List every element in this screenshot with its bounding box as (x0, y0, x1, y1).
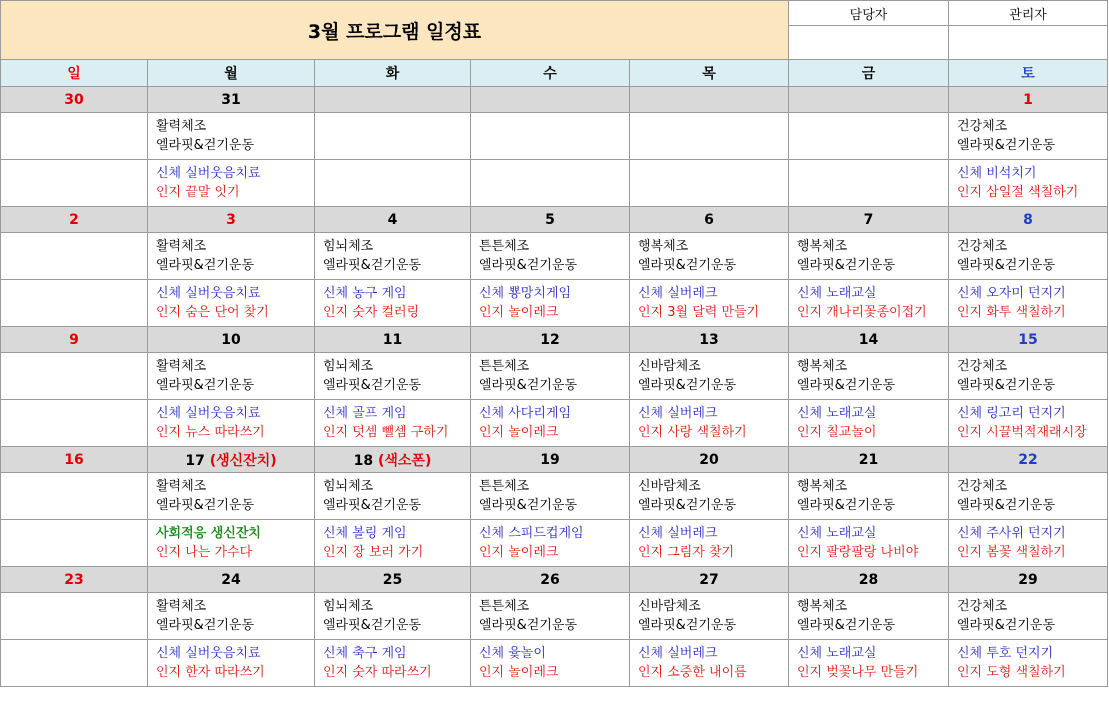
date-cell (789, 447, 949, 473)
date-cell (315, 87, 471, 113)
date-number: 27 (699, 571, 719, 588)
date-cell (315, 447, 471, 473)
physical-activity: 신체 실버레크 (638, 406, 718, 421)
cognitive-activity: 인지 개나리꽃종이접기 (797, 305, 927, 320)
cognitive-activity: 인지 한자 따라쓰기 (156, 665, 265, 680)
date-number: 15 (1018, 331, 1038, 348)
week-program-row (1, 113, 1108, 160)
activity-cell (471, 400, 630, 447)
activity-cell (1, 640, 148, 687)
exercise-name: 튼튼체조 (479, 599, 530, 614)
exercise-detail: 엘라핏&걷기운동 (797, 618, 896, 633)
manager-sign-box[interactable] (789, 26, 949, 60)
date-number: 26 (540, 571, 560, 588)
program-cell (789, 233, 949, 280)
exercise-name: 신바람체조 (638, 479, 701, 494)
program-cell (471, 113, 630, 160)
activity-cell (1, 400, 148, 447)
program-cell (630, 113, 789, 160)
exercise-name: 활력체조 (156, 119, 207, 134)
activity-cell (949, 520, 1108, 567)
weekday-sun: 일 (1, 60, 148, 87)
activity-cell (630, 520, 789, 567)
date-cell (949, 87, 1108, 113)
date-number: 8 (1023, 211, 1033, 228)
exercise-detail: 엘라핏&걷기운동 (323, 258, 422, 273)
exercise-name: 힘뇌체조 (323, 479, 374, 494)
program-cell (471, 593, 630, 640)
date-number: 28 (858, 571, 879, 588)
exercise-name: 튼튼체조 (479, 359, 530, 374)
date-number: 18 (353, 452, 374, 469)
exercise-name: 건강체조 (957, 479, 1008, 494)
exercise-name: 신바람체조 (638, 599, 701, 614)
program-cell (1, 233, 148, 280)
activity-cell (315, 400, 471, 447)
activity-cell (1, 520, 148, 567)
program-cell (630, 233, 789, 280)
cognitive-activity: 인지 화투 색칠하기 (957, 305, 1066, 320)
event-label: (색소폰) (377, 452, 432, 469)
page-title: 3월 프로그램 일정표 (1, 1, 789, 60)
program-cell (1, 593, 148, 640)
date-cell (789, 567, 949, 593)
date-cell (789, 87, 949, 113)
program-cell (148, 113, 315, 160)
cognitive-activity: 인지 그림자 찾기 (638, 545, 735, 560)
date-cell (789, 327, 949, 353)
date-cell (630, 567, 789, 593)
physical-activity: 신체 실버레크 (638, 526, 718, 541)
date-cell (315, 207, 471, 233)
cognitive-activity: 인지 장 보러 가기 (323, 545, 424, 560)
exercise-detail: 엘라핏&걷기운동 (957, 258, 1056, 273)
date-cell (148, 87, 315, 113)
cognitive-activity: 인지 소중한 내이름 (638, 665, 747, 680)
physical-activity: 신체 링고리 던지기 (957, 406, 1066, 421)
activity-cell (789, 160, 949, 207)
program-cell (789, 353, 949, 400)
exercise-name: 행복체조 (797, 359, 848, 374)
date-cell (789, 207, 949, 233)
physical-activity: 신체 노래교실 (797, 526, 877, 541)
date-cell (471, 207, 630, 233)
physical-activity: 신체 주사위 던지기 (957, 526, 1066, 541)
activity-cell (1, 160, 148, 207)
exercise-detail: 엘라핏&걷기운동 (156, 498, 255, 513)
date-number: 22 (1018, 451, 1038, 468)
exercise-detail: 엘라핏&걷기운동 (156, 618, 255, 633)
date-cell (630, 447, 789, 473)
exercise-detail: 엘라핏&걷기운동 (638, 498, 737, 513)
activity-cell (949, 640, 1108, 687)
activity-cell (148, 160, 315, 207)
date-number: 5 (545, 211, 555, 228)
exercise-name: 활력체조 (156, 599, 207, 614)
exercise-detail: 엘라핏&걷기운동 (797, 378, 896, 393)
program-cell (789, 473, 949, 520)
date-cell (315, 567, 471, 593)
exercise-name: 힘뇌체조 (323, 239, 374, 254)
exercise-detail: 엘라핏&걷기운동 (957, 498, 1056, 513)
week-date-row (1, 327, 1108, 353)
exercise-name: 건강체조 (957, 119, 1008, 134)
exercise-detail: 엘라핏&걷기운동 (156, 378, 255, 393)
date-number: 9 (69, 331, 79, 348)
exercise-name: 힘뇌체조 (323, 599, 374, 614)
cognitive-activity: 인지 숫자 따라쓰기 (323, 665, 432, 680)
program-cell (1, 473, 148, 520)
physical-activity: 신체 투호 던지기 (957, 646, 1054, 661)
event-label: (생신잔치) (209, 452, 277, 469)
program-cell (949, 233, 1108, 280)
exercise-name: 건강체조 (957, 239, 1008, 254)
exercise-detail: 엘라핏&걷기운동 (797, 498, 896, 513)
program-cell (630, 353, 789, 400)
cognitive-activity: 인지 칠교놀이 (797, 425, 877, 440)
activity-cell (949, 400, 1108, 447)
physical-activity: 신체 노래교실 (797, 646, 877, 661)
week-program-row (1, 473, 1108, 520)
admin-sign-box[interactable] (949, 26, 1108, 60)
date-number: 3 (226, 211, 236, 228)
program-cell (471, 353, 630, 400)
program-cell (1, 353, 148, 400)
exercise-detail: 엘라핏&걷기운동 (957, 138, 1056, 153)
date-cell (471, 327, 630, 353)
activity-cell (789, 640, 949, 687)
physical-activity: 신체 실버레크 (638, 286, 718, 301)
exercise-detail: 엘라핏&걷기운동 (479, 378, 578, 393)
cognitive-activity: 인지 덧셈 뺄셈 구하기 (323, 425, 449, 440)
date-number: 21 (858, 451, 879, 468)
physical-activity: 신체 노래교실 (797, 286, 877, 301)
date-number: 10 (221, 331, 241, 348)
activity-cell (148, 640, 315, 687)
activity-cell (148, 400, 315, 447)
date-cell (148, 447, 315, 473)
date-number: 29 (1018, 571, 1038, 588)
physical-activity: 신체 실버웃음치료 (156, 406, 261, 421)
exercise-detail: 엘라핏&걷기운동 (323, 498, 422, 513)
exercise-detail: 엘라핏&걷기운동 (957, 378, 1056, 393)
program-cell (315, 233, 471, 280)
date-cell (148, 567, 315, 593)
activity-cell (315, 640, 471, 687)
activity-cell (949, 280, 1108, 327)
program-cell (949, 113, 1108, 160)
exercise-detail: 엘라핏&걷기운동 (479, 498, 578, 513)
date-number: 25 (382, 571, 403, 588)
activity-cell (315, 160, 471, 207)
program-cell (949, 473, 1108, 520)
program-cell (315, 353, 471, 400)
date-cell (949, 567, 1108, 593)
date-cell (471, 447, 630, 473)
exercise-name: 튼튼체조 (479, 479, 530, 494)
program-cell (471, 473, 630, 520)
date-cell (630, 207, 789, 233)
physical-activity: 신체 실버웃음치료 (156, 166, 261, 181)
week-activity-row (1, 280, 1108, 327)
program-cell (471, 233, 630, 280)
program-cell (315, 113, 471, 160)
exercise-name: 튼튼체조 (479, 239, 530, 254)
date-number: 2 (69, 211, 79, 228)
date-cell (1, 327, 148, 353)
activity-cell (789, 400, 949, 447)
cognitive-activity: 인지 팔랑팔랑 나비야 (797, 545, 919, 560)
cognitive-activity: 인지 벚꽃나무 만들기 (797, 665, 919, 680)
cognitive-activity: 인지 숫자 컬러링 (323, 305, 420, 320)
weekday-header-row (1, 60, 1108, 87)
exercise-name: 활력체조 (156, 359, 207, 374)
date-number: 13 (699, 331, 719, 348)
week-program-row (1, 353, 1108, 400)
date-number: 31 (221, 91, 241, 108)
date-cell (949, 207, 1108, 233)
date-number: 16 (64, 451, 84, 468)
cognitive-activity: 인지 끝말 잇기 (156, 185, 240, 200)
week-date-row (1, 207, 1108, 233)
exercise-detail: 엘라핏&걷기운동 (638, 378, 737, 393)
activity-cell (630, 160, 789, 207)
physical-activity: 신체 오자미 던지기 (957, 286, 1066, 301)
program-cell (315, 473, 471, 520)
cognitive-activity: 인지 놀이레크 (479, 545, 559, 560)
physical-activity: 신체 골프 게임 (323, 406, 407, 421)
exercise-detail: 엘라핏&걷기운동 (479, 258, 578, 273)
admin-label: 관리자 (949, 1, 1108, 26)
physical-activity: 신체 실버웃음치료 (156, 286, 261, 301)
cognitive-activity: 인지 사랑 색칠하기 (638, 425, 747, 440)
physical-activity: 신체 볼링 게임 (323, 526, 407, 541)
date-number: 20 (699, 451, 719, 468)
activity-cell (630, 280, 789, 327)
physical-activity: 신체 노래교실 (797, 406, 877, 421)
date-cell (148, 327, 315, 353)
cognitive-activity: 인지 도형 색칠하기 (957, 665, 1066, 680)
exercise-name: 행복체조 (797, 239, 848, 254)
date-number: 14 (858, 331, 879, 348)
cognitive-activity: 인지 봄꽃 색칠하기 (957, 545, 1066, 560)
program-cell (148, 233, 315, 280)
date-cell (315, 327, 471, 353)
physical-activity: 신체 뿅망치게임 (479, 286, 572, 301)
exercise-name: 행복체조 (797, 599, 848, 614)
exercise-name: 신바람체조 (638, 359, 701, 374)
activity-cell (471, 520, 630, 567)
week-activity-row (1, 400, 1108, 447)
weekday-fri: 금 (789, 60, 949, 87)
week-activity-row (1, 520, 1108, 567)
date-cell (1, 567, 148, 593)
activity-cell (471, 640, 630, 687)
week-activity-row (1, 640, 1108, 687)
exercise-detail: 엘라핏&걷기운동 (156, 258, 255, 273)
activity-cell (789, 280, 949, 327)
date-cell (630, 87, 789, 113)
exercise-name: 건강체조 (957, 359, 1008, 374)
date-cell (1, 447, 148, 473)
program-cell (1, 113, 148, 160)
physical-activity: 신체 실버웃음치료 (156, 646, 261, 661)
program-cell (148, 353, 315, 400)
activity-cell (949, 160, 1108, 207)
physical-activity: 사회적응 생신잔치 (156, 526, 261, 541)
program-cell (148, 593, 315, 640)
date-number: 30 (64, 91, 84, 108)
program-cell (789, 593, 949, 640)
physical-activity: 신체 실버레크 (638, 646, 718, 661)
cognitive-activity: 인지 뉴스 따라쓰기 (156, 425, 265, 440)
manager-label: 담당자 (789, 1, 949, 26)
cognitive-activity: 인지 삼일절 색칠하기 (957, 185, 1079, 200)
date-number: 17 (185, 452, 205, 469)
program-cell (949, 593, 1108, 640)
exercise-detail: 엘라핏&걷기운동 (323, 378, 422, 393)
week-date-row (1, 87, 1108, 113)
date-cell (1, 207, 148, 233)
exercise-name: 힘뇌체조 (323, 359, 374, 374)
physical-activity: 신체 스피드컵게임 (479, 526, 584, 541)
date-number: 12 (540, 331, 560, 348)
exercise-name: 활력체조 (156, 239, 207, 254)
activity-cell (315, 280, 471, 327)
week-program-row (1, 593, 1108, 640)
cognitive-activity: 인지 놀이레크 (479, 305, 559, 320)
date-number: 6 (704, 211, 714, 228)
physical-activity: 신체 윷놀이 (479, 646, 546, 661)
exercise-detail: 엘라핏&걷기운동 (638, 258, 737, 273)
physical-activity: 신체 농구 게임 (323, 286, 407, 301)
week-date-row (1, 567, 1108, 593)
exercise-name: 행복체조 (638, 239, 689, 254)
weekday-mon: 월 (148, 60, 315, 87)
activity-cell (789, 520, 949, 567)
date-number: 19 (540, 451, 560, 468)
week-activity-row (1, 160, 1108, 207)
exercise-detail: 엘라핏&걷기운동 (479, 618, 578, 633)
exercise-name: 활력체조 (156, 479, 207, 494)
program-cell (630, 473, 789, 520)
cognitive-activity: 인지 시끌벅적재래시장 (957, 425, 1087, 440)
cognitive-activity: 인지 3월 달력 만들기 (638, 305, 760, 320)
date-cell (949, 327, 1108, 353)
exercise-detail: 엘라핏&걷기운동 (638, 618, 737, 633)
cognitive-activity: 인지 숨은 단어 찾기 (156, 305, 269, 320)
date-cell (471, 567, 630, 593)
physical-activity: 신체 축구 게임 (323, 646, 407, 661)
activity-cell (630, 640, 789, 687)
program-cell (949, 353, 1108, 400)
activity-cell (471, 280, 630, 327)
exercise-name: 행복체조 (797, 479, 848, 494)
cognitive-activity: 인지 놀이레크 (479, 425, 559, 440)
date-cell (949, 447, 1108, 473)
exercise-detail: 엘라핏&걷기운동 (156, 138, 255, 153)
cognitive-activity: 인지 놀이레크 (479, 665, 559, 680)
program-cell (148, 473, 315, 520)
date-number: 11 (382, 331, 403, 348)
date-cell (630, 327, 789, 353)
activity-cell (315, 520, 471, 567)
date-number: 4 (387, 211, 398, 228)
activity-cell (1, 280, 148, 327)
exercise-detail: 엘라핏&걷기운동 (797, 258, 896, 273)
week-program-row (1, 233, 1108, 280)
program-cell (630, 593, 789, 640)
physical-activity: 신체 비석치기 (957, 166, 1037, 181)
exercise-detail: 엘라핏&걷기운동 (323, 618, 422, 633)
date-cell (148, 207, 315, 233)
program-cell (789, 113, 949, 160)
activity-cell (148, 280, 315, 327)
weekday-sat: 토 (949, 60, 1108, 87)
date-number: 7 (863, 211, 874, 228)
weekday-wed: 수 (471, 60, 630, 87)
date-number: 1 (1023, 91, 1033, 108)
date-cell (1, 87, 148, 113)
exercise-name: 건강체조 (957, 599, 1008, 614)
date-cell (471, 87, 630, 113)
date-number: 23 (64, 571, 84, 588)
week-date-row (1, 447, 1108, 473)
program-cell (315, 593, 471, 640)
date-number: 24 (221, 571, 241, 588)
cognitive-activity: 인지 나는 가수다 (156, 545, 253, 560)
weekday-thu: 목 (630, 60, 789, 87)
activity-cell (148, 520, 315, 567)
activity-cell (471, 160, 630, 207)
weekday-tue: 화 (315, 60, 471, 87)
activity-cell (630, 400, 789, 447)
physical-activity: 신체 사다리게임 (479, 406, 572, 421)
exercise-detail: 엘라핏&걷기운동 (957, 618, 1056, 633)
